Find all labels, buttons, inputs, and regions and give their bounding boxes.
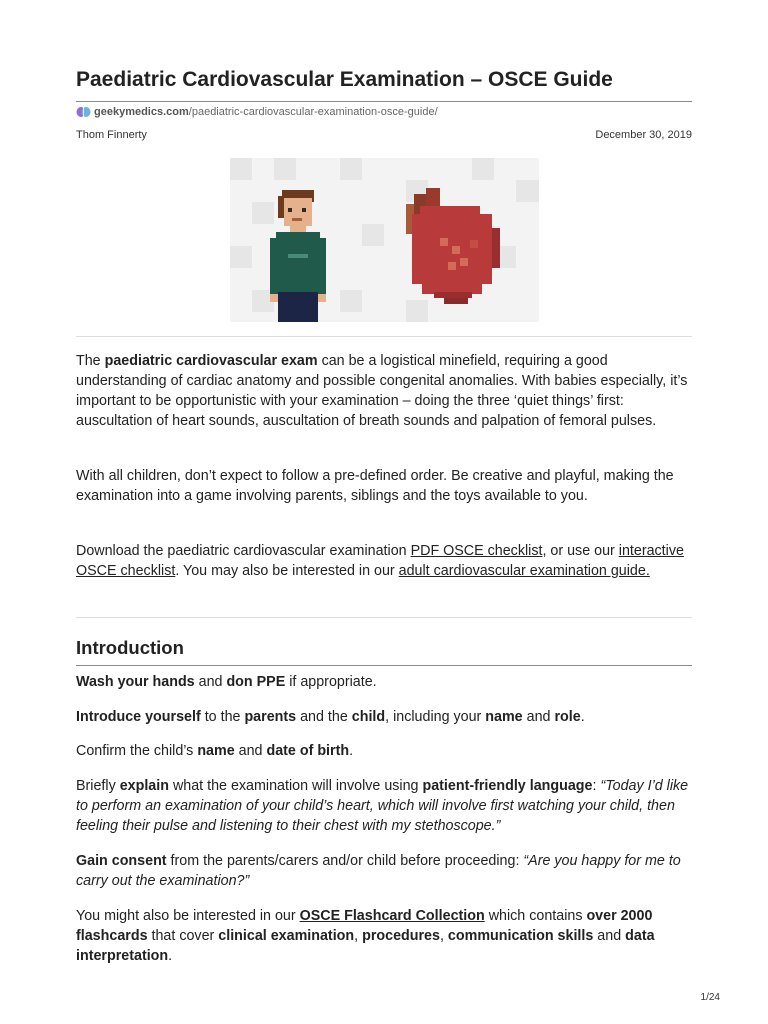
flashcard-promo-paragraph: You might also be interested in our OSCE Flashcard Collection which contains over 2000 flashcards that cover clinical examination, procedures, communication skills and data interpretation. xyxy=(76,908,655,964)
author-name: Thom Finnerty xyxy=(76,129,147,141)
brain-icon xyxy=(76,106,91,118)
adult-cardio-guide-link[interactable]: adult cardiovascular examination guide. xyxy=(398,563,650,579)
intro-paragraph-2: With all children, don’t expect to follow a pre-defined order. Be creative and playful, making the examination into a game involving parents, siblings and the toys available to you. xyxy=(76,468,674,504)
intro-paragraph-3: Download the paediatric cardiovascular examination PDF OSCE checklist, or use our interactive OSCE checklist. You may also be interested in our adult cardiovascular examination guide. xyxy=(76,543,684,579)
page-number: 1/24 xyxy=(700,992,720,1003)
page-title: Paediatric Cardiovascular Examination – OSCE Guide xyxy=(76,68,613,91)
heading-divider xyxy=(76,665,692,666)
source-line xyxy=(76,106,438,118)
osce-flashcard-collection-link[interactable]: OSCE Flashcard Collection xyxy=(299,908,485,924)
step-explain: Briefly explain what the examination will involve using patient-friendly language: “Today I’d like to perform an examination of your child’s heart, which will involve first watching your child, then feeling their pulse and listening to their chest with my stethoscope.” xyxy=(76,778,689,834)
step-gain-consent: Gain consent from the parents/carers and/or child before proceeding: “Are you happy for me to carry out the examination?” xyxy=(76,853,681,889)
source-domain-link[interactable]: geekymedics.com xyxy=(94,106,189,118)
section-heading-introduction: Introduction xyxy=(76,637,184,658)
step-wash-hands: Wash your hands and don PPE if appropriate. xyxy=(76,674,377,690)
publish-date: December 30, 2019 xyxy=(595,129,692,141)
section-divider xyxy=(76,617,692,618)
pdf-checklist-link[interactable]: PDF OSCE checklist xyxy=(410,543,543,559)
step-confirm-identity: Confirm the child’s name and date of birth. xyxy=(76,743,354,759)
step-introduce-yourself: Introduce yourself to the parents and the child, including your name and role. xyxy=(76,709,585,725)
source-path: /paediatric-cardiovascular-examination-osce-guide/ xyxy=(188,106,438,118)
hero-illustration xyxy=(230,158,539,322)
section-divider xyxy=(76,336,692,337)
interactive-checklist-link[interactable]: interactive OSCE checklist xyxy=(76,543,684,579)
title-divider xyxy=(76,101,692,102)
intro-paragraph-1: The paediatric cardiovascular exam can be a logistical minefield, requiring a good understanding of cardiac anatomy and possible congenital anomalies. With babies especially, it’s important to be opportunistic with your examination – doing the three ‘quiet things’ first: auscultation of heart sounds, auscultation of breath sounds and palpation of femoral pulses. xyxy=(76,353,688,429)
